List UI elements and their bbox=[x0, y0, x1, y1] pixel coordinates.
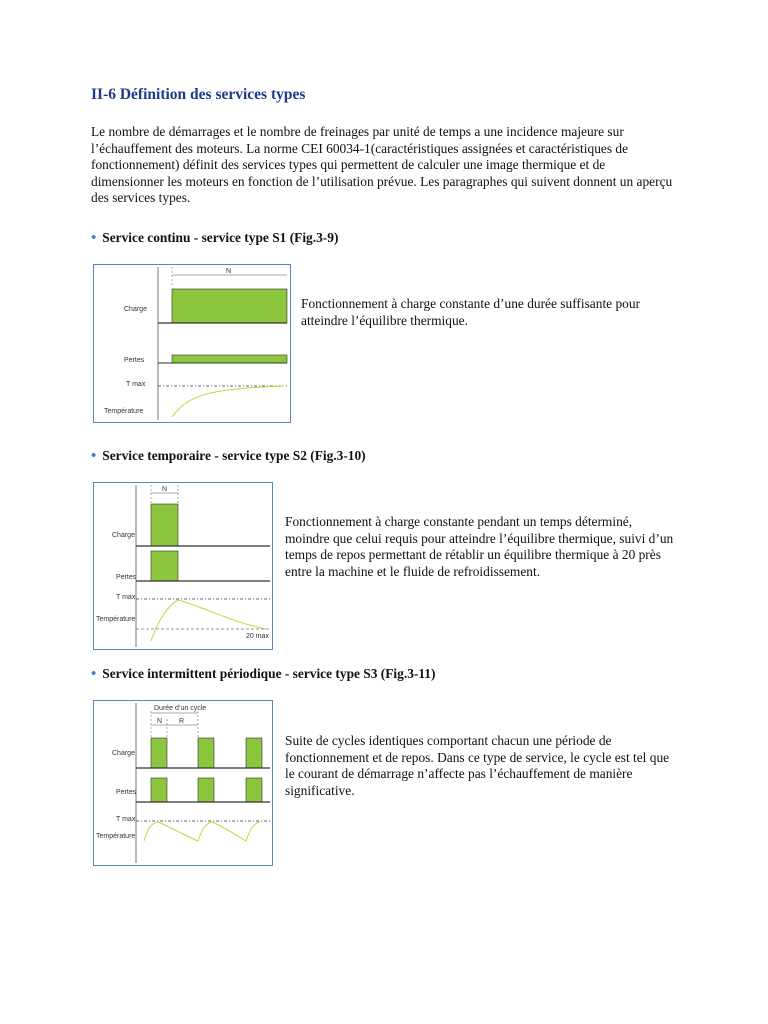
s2-20max-label: 20 max bbox=[246, 633, 269, 640]
s2-charge-bar bbox=[151, 504, 178, 546]
s1-pertes-label: Pertes bbox=[124, 357, 145, 364]
s3-pertes-bar bbox=[198, 778, 214, 802]
s3-heading: Service intermittent périodique - service type S3 (Fig.3-11) bbox=[102, 666, 436, 681]
s1-temperature-curve bbox=[172, 386, 284, 417]
s2-temp-label: Température bbox=[96, 616, 136, 623]
section-title: II-6 Définition des services types bbox=[91, 86, 306, 103]
bullet-s3 bbox=[91, 666, 435, 683]
s3-n-label: N bbox=[157, 718, 163, 725]
s3-charge-bar bbox=[246, 738, 262, 768]
s2-heading: Service temporaire - service type S2 (Fig.3-10) bbox=[102, 448, 366, 463]
s1-charge-bar bbox=[172, 289, 287, 323]
s2-charge-label: Charge bbox=[112, 532, 135, 539]
figure-s2 bbox=[93, 482, 273, 650]
s3-tmax-label: T max bbox=[116, 816, 136, 823]
s3-r-label: R bbox=[179, 718, 185, 725]
s1-pertes-bar bbox=[172, 355, 287, 363]
bullet-s1 bbox=[91, 230, 338, 247]
s3-charge-bar bbox=[198, 738, 214, 768]
s3-temperature-curve bbox=[144, 822, 260, 841]
s3-description: Suite de cycles identiques comportant chacun une période de fonctionnement et de repos. Dans ce type de service, le cycle est tel que le courant de démarrage n’affecte pas l’échauffement de manière significative. bbox=[285, 733, 670, 798]
s3-pertes-bar bbox=[151, 778, 167, 802]
s1-description: Fonctionnement à charge constante d’une durée suffisante pour atteindre l’équilibre thermique. bbox=[301, 296, 640, 328]
figure-s3 bbox=[93, 700, 273, 866]
s2-description: Fonctionnement à charge constante pendant un temps déterminé, moindre que celui requis pour atteindre l’équilibre thermique, suivi d’un temps de repos permettant de rétablir un équilibre thermique à 20 près entre la machine et le fluide de refroidissement. bbox=[285, 514, 674, 579]
s2-pertes-bar bbox=[151, 551, 178, 581]
bullet-dot-icon: • bbox=[91, 666, 97, 682]
s2-n-label: N bbox=[162, 486, 168, 493]
s3-pertes-label: Pertes bbox=[116, 789, 137, 796]
s1-heading: Service continu - service type S1 (Fig.3-9) bbox=[102, 230, 339, 245]
s3-charge-label: Charge bbox=[112, 750, 135, 757]
s3-cycle-label: Durée d’un cycle bbox=[154, 705, 207, 712]
intro-paragraph: Le nombre de démarrages et le nombre de freinages par unité de temps a une incidence majeure sur l’échauffement des moteurs. La norme CEI 60034-1(caractéristiques assignées et caractéristiques de fonctionnement) définit des services types qui permettent de calculer une image thermique et de dimensionner les moteurs en fonction de l’utilisation prévue. Les paragraphes qui suivent donnent un aperçu des services types. bbox=[91, 124, 673, 206]
s2-pertes-label: Pertes bbox=[116, 574, 137, 581]
s1-charge-label: Charge bbox=[124, 306, 147, 313]
figure-s1 bbox=[93, 264, 291, 423]
s1-n-label: N bbox=[226, 268, 232, 275]
s2-tmax-label: T max bbox=[116, 594, 136, 601]
s3-pertes-bar bbox=[246, 778, 262, 802]
bullet-dot-icon: • bbox=[91, 448, 97, 464]
s1-temp-label: Température bbox=[104, 408, 144, 415]
bullet-dot-icon: • bbox=[91, 230, 97, 246]
s3-temp-label: Température bbox=[96, 833, 136, 840]
s1-tmax-label: T max bbox=[126, 381, 146, 388]
bullet-s2 bbox=[91, 448, 366, 465]
s3-charge-bar bbox=[151, 738, 167, 768]
